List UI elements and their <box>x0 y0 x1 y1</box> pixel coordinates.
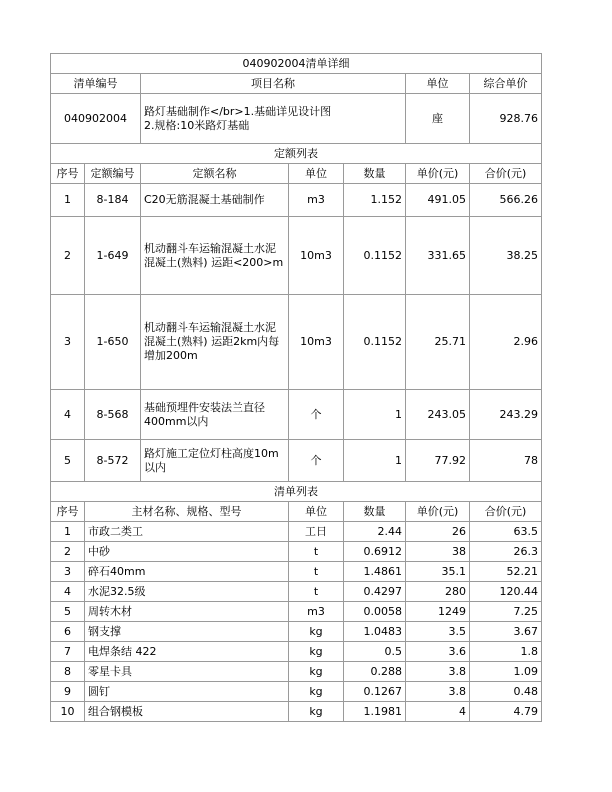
material-unit: t <box>289 582 344 602</box>
item-unit: 座 <box>406 94 470 144</box>
quota-qty: 1 <box>344 440 406 482</box>
material-col-price: 单价(元) <box>406 502 470 522</box>
material-total: 3.67 <box>470 622 542 642</box>
material-name: 圆钉 <box>85 682 289 702</box>
quota-row <box>51 390 542 440</box>
material-unit: kg <box>289 662 344 682</box>
material-no: 2 <box>51 542 85 562</box>
material-price: 26 <box>406 522 470 542</box>
material-no: 7 <box>51 642 85 662</box>
material-section-row <box>51 482 542 502</box>
sheet-title: 040902004清单详细 <box>51 54 542 74</box>
material-no: 10 <box>51 702 85 722</box>
quota-no: 2 <box>51 217 85 295</box>
material-qty: 2.44 <box>344 522 406 542</box>
material-unit: m3 <box>289 602 344 622</box>
quota-price: 25.71 <box>406 295 470 390</box>
item-name-line1: 路灯基础制作</br>1.基础详见设计图 <box>144 104 332 118</box>
material-unit: 工日 <box>289 522 344 542</box>
quota-qty: 1 <box>344 390 406 440</box>
quota-code: 1-649 <box>85 217 141 295</box>
bill-detail-table <box>50 53 542 722</box>
material-name: 中砂 <box>85 542 289 562</box>
quota-row <box>51 217 542 295</box>
item-row <box>51 94 542 144</box>
quota-section-row <box>51 144 542 164</box>
quota-col-no: 序号 <box>51 164 85 184</box>
material-name: 组合钢模板 <box>85 702 289 722</box>
material-no: 1 <box>51 522 85 542</box>
quota-no: 4 <box>51 390 85 440</box>
quota-name: 机动翻斗车运输混凝土水泥混凝土(熟料) 运距<200>m <box>141 217 289 295</box>
material-name: 电焊条结 422 <box>85 642 289 662</box>
material-total: 1.09 <box>470 662 542 682</box>
quota-total: 566.26 <box>470 184 542 217</box>
material-row <box>51 582 542 602</box>
quota-qty: 0.1152 <box>344 295 406 390</box>
material-price: 38 <box>406 542 470 562</box>
material-qty: 1.1981 <box>344 702 406 722</box>
material-header-row <box>51 502 542 522</box>
material-total: 52.21 <box>470 562 542 582</box>
material-name: 周转木材 <box>85 602 289 622</box>
material-price: 3.6 <box>406 642 470 662</box>
quota-no: 5 <box>51 440 85 482</box>
quota-price: 491.05 <box>406 184 470 217</box>
material-name: 碎石40mm <box>85 562 289 582</box>
material-price: 280 <box>406 582 470 602</box>
material-row <box>51 602 542 622</box>
quota-total: 2.96 <box>470 295 542 390</box>
item-name-line2: 2.规格:10米路灯基础 <box>144 118 250 132</box>
quota-code: 8-184 <box>85 184 141 217</box>
material-qty: 0.6912 <box>344 542 406 562</box>
material-col-no: 序号 <box>51 502 85 522</box>
quota-header-row <box>51 164 542 184</box>
material-qty: 1.4861 <box>344 562 406 582</box>
item-price-header: 综合单价 <box>470 74 542 94</box>
material-price: 35.1 <box>406 562 470 582</box>
material-unit: kg <box>289 682 344 702</box>
quota-code: 8-568 <box>85 390 141 440</box>
item-code: 040902004 <box>51 94 141 144</box>
material-qty: 0.0058 <box>344 602 406 622</box>
material-qty: 0.5 <box>344 642 406 662</box>
quota-col-price: 单价(元) <box>406 164 470 184</box>
material-unit: t <box>289 562 344 582</box>
material-price: 3.5 <box>406 622 470 642</box>
quota-name: C20无筋混凝土基础制作 <box>141 184 289 217</box>
quota-col-name: 定额名称 <box>141 164 289 184</box>
material-total: 7.25 <box>470 602 542 622</box>
material-no: 6 <box>51 622 85 642</box>
material-price: 4 <box>406 702 470 722</box>
material-row <box>51 522 542 542</box>
material-total: 4.79 <box>470 702 542 722</box>
material-row <box>51 542 542 562</box>
material-col-unit: 单位 <box>289 502 344 522</box>
quota-price: 243.05 <box>406 390 470 440</box>
material-no: 3 <box>51 562 85 582</box>
quota-unit: 10m3 <box>289 295 344 390</box>
quota-unit: 个 <box>289 440 344 482</box>
quota-qty: 1.152 <box>344 184 406 217</box>
material-total: 63.5 <box>470 522 542 542</box>
quota-unit: m3 <box>289 184 344 217</box>
material-price: 3.8 <box>406 662 470 682</box>
material-qty: 0.288 <box>344 662 406 682</box>
material-col-name: 主材名称、规格、型号 <box>85 502 289 522</box>
quota-price: 77.92 <box>406 440 470 482</box>
quota-price: 331.65 <box>406 217 470 295</box>
material-total: 26.3 <box>470 542 542 562</box>
material-col-qty: 数量 <box>344 502 406 522</box>
material-no: 9 <box>51 682 85 702</box>
material-section-title: 清单列表 <box>51 482 542 502</box>
material-name: 零星卡具 <box>85 662 289 682</box>
material-no: 4 <box>51 582 85 602</box>
item-code-header: 清单编号 <box>51 74 141 94</box>
material-total: 1.8 <box>470 642 542 662</box>
item-name-header: 项目名称 <box>141 74 406 94</box>
material-no: 5 <box>51 602 85 622</box>
item-unit-header: 单位 <box>406 74 470 94</box>
material-price: 1249 <box>406 602 470 622</box>
item-price: 928.76 <box>470 94 542 144</box>
quota-qty: 0.1152 <box>344 217 406 295</box>
quota-col-code: 定额编号 <box>85 164 141 184</box>
material-qty: 0.1267 <box>344 682 406 702</box>
material-row <box>51 682 542 702</box>
material-row <box>51 702 542 722</box>
quota-no: 1 <box>51 184 85 217</box>
material-qty: 0.4297 <box>344 582 406 602</box>
quota-col-qty: 数量 <box>344 164 406 184</box>
material-unit: kg <box>289 622 344 642</box>
material-name: 市政二类工 <box>85 522 289 542</box>
material-name: 水泥32.5级 <box>85 582 289 602</box>
material-unit: kg <box>289 642 344 662</box>
quota-name: 基础预埋件安装法兰直径400mm以内 <box>141 390 289 440</box>
material-total: 0.48 <box>470 682 542 702</box>
quota-total: 38.25 <box>470 217 542 295</box>
quota-code: 1-650 <box>85 295 141 390</box>
quota-name: 机动翻斗车运输混凝土水泥混凝土(熟料) 运距2km内每增加200m <box>141 295 289 390</box>
material-unit: kg <box>289 702 344 722</box>
material-total: 120.44 <box>470 582 542 602</box>
material-row <box>51 662 542 682</box>
material-row <box>51 642 542 662</box>
item-name <box>141 94 406 144</box>
material-qty: 1.0483 <box>344 622 406 642</box>
quota-row <box>51 184 542 217</box>
material-row <box>51 562 542 582</box>
material-no: 8 <box>51 662 85 682</box>
item-header-row <box>51 74 542 94</box>
material-row <box>51 622 542 642</box>
material-col-total: 合价(元) <box>470 502 542 522</box>
quota-row <box>51 295 542 390</box>
material-price: 3.8 <box>406 682 470 702</box>
material-name: 钢支撑 <box>85 622 289 642</box>
quota-row <box>51 440 542 482</box>
quota-total: 78 <box>470 440 542 482</box>
quota-section-title: 定额列表 <box>51 144 542 164</box>
material-unit: t <box>289 542 344 562</box>
quota-unit: 个 <box>289 390 344 440</box>
quota-col-total: 合价(元) <box>470 164 542 184</box>
quota-unit: 10m3 <box>289 217 344 295</box>
quota-code: 8-572 <box>85 440 141 482</box>
quota-total: 243.29 <box>470 390 542 440</box>
quota-col-unit: 单位 <box>289 164 344 184</box>
title-row <box>51 54 542 74</box>
quota-name: 路灯施工定位灯柱高度10m以内 <box>141 440 289 482</box>
quota-no: 3 <box>51 295 85 390</box>
